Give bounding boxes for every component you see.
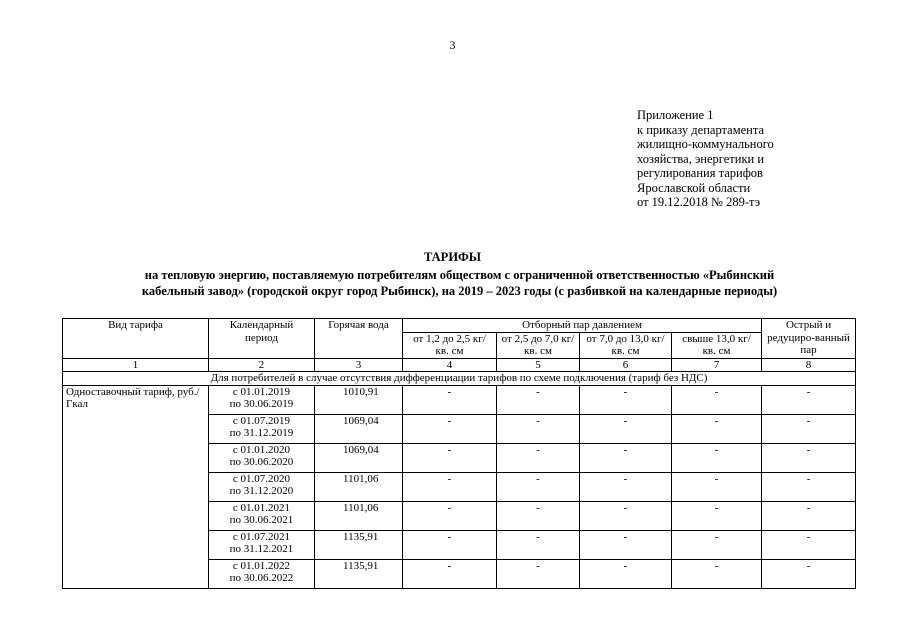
column-number: 5 (497, 358, 580, 372)
period-from: с 01.01.2019 (232, 385, 291, 398)
header-calendar-period: Календарный период (209, 319, 315, 359)
header-steam-1: от 1,2 до 2,5 кг/ кв. см (403, 332, 497, 358)
header-tariff-type: Вид тарифа (63, 319, 209, 359)
period-to: по 31.12.2021 (229, 543, 294, 555)
value-cell: - (762, 472, 856, 501)
value-cell: - (497, 501, 580, 530)
period-to: по 30.06.2020 (229, 456, 294, 468)
column-number: 1 (63, 358, 209, 372)
period-to: по 31.12.2019 (229, 427, 294, 439)
period-from: с 01.01.2022 (232, 559, 291, 572)
value-cell: - (403, 385, 497, 414)
value-cell: - (580, 501, 672, 530)
value-cell: - (672, 530, 762, 559)
value-cell: - (497, 559, 580, 588)
section-row (63, 372, 856, 386)
value-cell: - (580, 443, 672, 472)
header-hot-water: Горячая вода (315, 319, 403, 359)
hot-water-cell: 1069,04 (315, 414, 403, 443)
page-number: 3 (449, 38, 456, 52)
value-cell: - (762, 414, 856, 443)
period-cell (209, 385, 315, 414)
period-from: с 01.07.2021 (232, 530, 291, 543)
value-cell: - (580, 530, 672, 559)
appendix-note (637, 108, 774, 210)
appendix-line: от 19.12.2018 № 289-тэ (637, 195, 761, 209)
appendix-line: регулирования тарифов (637, 166, 763, 180)
value-cell: - (403, 443, 497, 472)
header-steam-3: от 7,0 до 13,0 кг/ кв. см (580, 332, 672, 358)
value-cell: - (580, 385, 672, 414)
hot-water-cell: 1135,91 (315, 530, 403, 559)
value-cell: - (580, 414, 672, 443)
appendix-line: Приложение 1 (637, 108, 714, 122)
value-cell: - (403, 530, 497, 559)
column-number: 8 (762, 358, 856, 372)
value-cell: - (762, 559, 856, 588)
period-cell (209, 530, 315, 559)
value-cell: - (672, 443, 762, 472)
value-cell: - (672, 472, 762, 501)
appendix-line: жилищно-коммунального (637, 137, 774, 151)
document-title: ТАРИФЫ (423, 250, 482, 264)
value-cell: - (672, 559, 762, 588)
period-to: по 31.12.2020 (229, 485, 294, 497)
period-cell (209, 559, 315, 588)
subtitle-line: кабельный завод» (городской округ город Рыбинск), на 2019 – 2023 годы (с разбивкой на календарные периоды) (141, 283, 778, 298)
period-from: с 01.01.2021 (232, 501, 291, 514)
tariff-type-cell: Одноставочный тариф, руб./Гкал (63, 385, 209, 588)
period-to: по 30.06.2022 (229, 572, 294, 584)
value-cell: - (497, 414, 580, 443)
value-cell: - (497, 472, 580, 501)
value-cell: - (497, 385, 580, 414)
hot-water-cell: 1135,91 (315, 559, 403, 588)
value-cell: - (580, 472, 672, 501)
period-from: с 01.01.2020 (232, 443, 291, 456)
period-from: с 01.07.2019 (232, 414, 291, 427)
hot-water-cell: 1069,04 (315, 443, 403, 472)
header-steam-group: Отборный пар давлением (403, 319, 762, 333)
value-cell: - (403, 501, 497, 530)
period-cell (209, 501, 315, 530)
value-cell: - (672, 414, 762, 443)
value-cell: - (403, 559, 497, 588)
value-cell: - (762, 443, 856, 472)
value-cell: - (762, 530, 856, 559)
value-cell: - (403, 472, 497, 501)
hot-water-cell: 1010,91 (315, 385, 403, 414)
appendix-line: хозяйства, энергетики и (637, 151, 765, 166)
value-cell: - (672, 385, 762, 414)
value-cell: - (497, 443, 580, 472)
column-number: 3 (315, 358, 403, 372)
period-cell (209, 443, 315, 472)
period-from: с 01.07.2020 (232, 472, 291, 485)
period-cell (209, 472, 315, 501)
tariffs-table (62, 318, 856, 589)
value-cell: - (762, 385, 856, 414)
header-sharp-steam: Острый и редуциро-ванный пар (762, 319, 856, 359)
period-cell (209, 414, 315, 443)
document-subtitle (62, 268, 857, 299)
column-number: 7 (672, 358, 762, 372)
column-number: 4 (403, 358, 497, 372)
value-cell: - (580, 559, 672, 588)
header-steam-2: от 2,5 до 7,0 кг/ кв. см (497, 332, 580, 358)
value-cell: - (497, 530, 580, 559)
subtitle-line: на тепловую энергию, поставляемую потребителям обществом с ограниченной ответственностью «Рыбинский (144, 268, 775, 282)
period-to: по 30.06.2019 (229, 398, 294, 410)
column-number: 2 (209, 358, 315, 372)
value-cell: - (762, 501, 856, 530)
period-to: по 30.06.2021 (229, 514, 294, 526)
hot-water-cell: 1101,06 (315, 501, 403, 530)
appendix-line: Ярославской области (637, 180, 751, 195)
hot-water-cell: 1101,06 (315, 472, 403, 501)
appendix-line: к приказу департамента (637, 122, 765, 137)
column-number-row (63, 358, 856, 372)
column-number: 6 (580, 358, 672, 372)
value-cell: - (672, 501, 762, 530)
table-row (63, 385, 856, 414)
value-cell: - (403, 414, 497, 443)
section-title: Для потребителей в случае отсутствия дифференциации тарифов по схеме подключения (тариф без НДС) (63, 372, 856, 386)
header-steam-4: свыше 13,0 кг/ кв. см (672, 332, 762, 358)
